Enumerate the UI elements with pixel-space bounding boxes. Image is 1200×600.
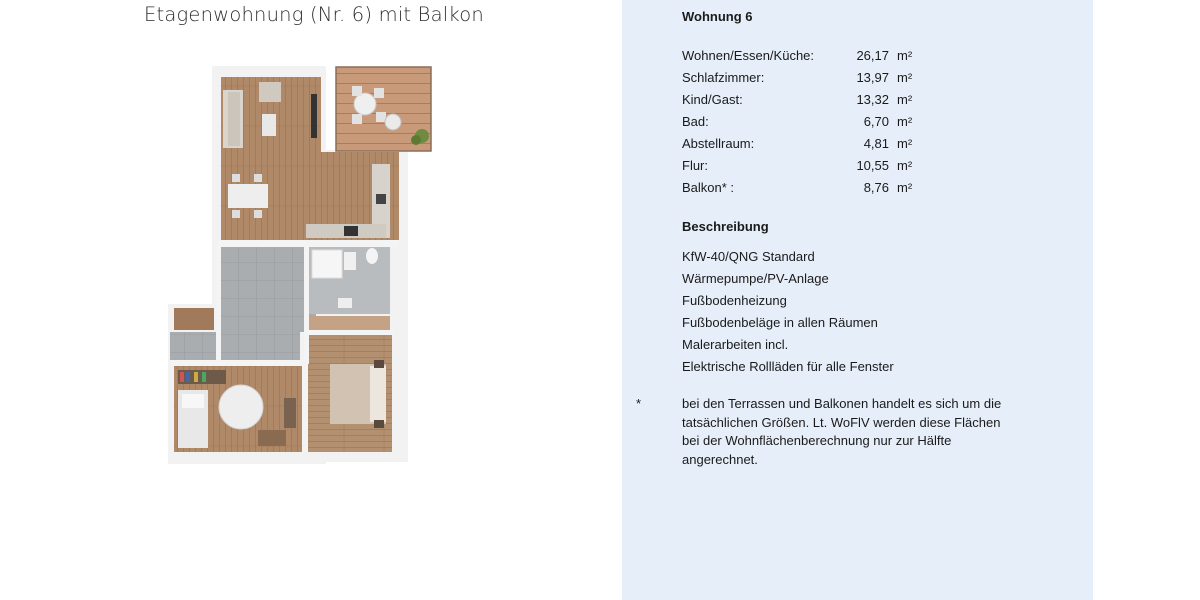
feature-item: KfW-40/QNG Standard (682, 249, 815, 264)
description-title: Beschreibung (682, 219, 769, 234)
room-label: Wohnen/Essen/Küche: (682, 48, 815, 63)
room-row (682, 70, 942, 90)
room-label: Kind/Gast: (682, 92, 743, 107)
room-row (682, 180, 942, 200)
room-area: 13,32 (856, 92, 889, 107)
room-area: 6,70 (863, 114, 889, 129)
apartment-title: Wohnung 6 (682, 9, 753, 24)
info-panel (622, 0, 1093, 600)
room-unit: m² (897, 92, 913, 107)
feature-item: Fußbodenbeläge in allen Räumen (682, 315, 878, 330)
room-unit: m² (897, 114, 913, 129)
room-label: Bad: (682, 114, 709, 129)
room-label: Abstellraum: (682, 136, 755, 151)
room-unit: m² (897, 70, 913, 85)
room-unit: m² (897, 136, 913, 151)
floor-plan-image (166, 64, 432, 466)
footnote-text: bei den Terrassen und Balkonen handelt es sich um die tatsächlichen Größen. Lt. WoFlV werden diese Flächen bei der Wohnflächenberechnung nur zur Hälfte angerechnet. (682, 396, 1002, 468)
room-label: Flur: (682, 158, 708, 173)
feature-item: Fußbodenheizung (682, 293, 787, 308)
room-unit: m² (897, 180, 913, 195)
room-area: 4,81 (863, 136, 889, 151)
feature-item: Elektrische Rollläden für alle Fenster (682, 359, 894, 374)
room-row (682, 92, 942, 112)
room-unit: m² (897, 158, 913, 173)
room-area: 8,76 (863, 180, 889, 195)
room-label: Balkon* : (682, 180, 735, 195)
feature-item: Wärmepumpe/PV-Anlage (682, 271, 829, 286)
room-area: 10,55 (856, 158, 889, 173)
room-area: 26,17 (856, 48, 889, 63)
room-row (682, 48, 942, 68)
room-row (682, 114, 942, 134)
room-unit: m² (897, 48, 913, 63)
footnote-mark: * (636, 396, 642, 411)
room-area: 13,97 (856, 70, 889, 85)
room-label: Schlafzimmer: (682, 70, 765, 85)
page-title: Etagenwohnung (Nr. 6) mit Balkon (144, 3, 484, 26)
room-row (682, 158, 942, 178)
feature-item: Malerarbeiten incl. (682, 337, 789, 352)
room-row (682, 136, 942, 156)
